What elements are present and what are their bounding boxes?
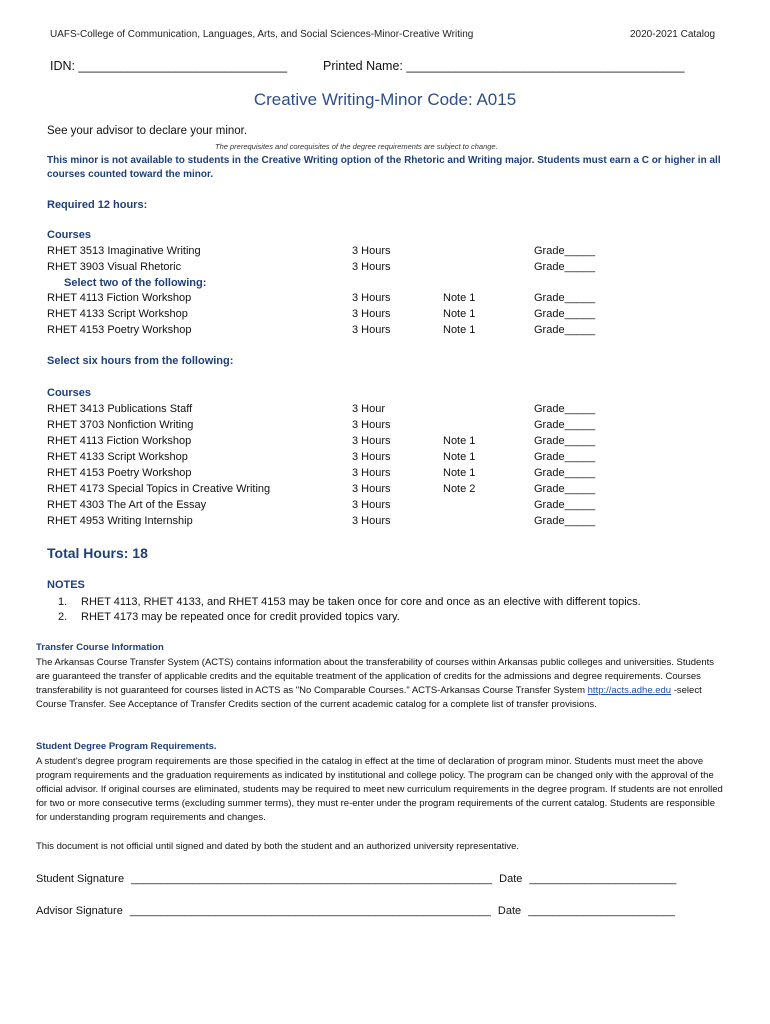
course-hours: 3 Hours xyxy=(352,292,391,304)
course-hours: 3 Hour xyxy=(352,403,386,415)
note-number: 2. xyxy=(58,611,68,623)
course-row xyxy=(0,324,770,339)
course-hours: 3 Hours xyxy=(352,515,391,527)
grade-field[interactable]: Grade_____ xyxy=(534,499,596,511)
idn-field[interactable]: IDN: ______________________________ xyxy=(50,59,288,73)
course-note: Note 1 xyxy=(443,435,476,447)
advisor-signature-row[interactable] xyxy=(36,905,679,917)
availability-note-line2: courses counted toward the minor. xyxy=(47,169,214,180)
course-hours: 3 Hours xyxy=(352,467,391,479)
page-title: Creative Writing-Minor Code: A015 xyxy=(253,90,517,109)
course-name: RHET 3903 Visual Rhetoric xyxy=(47,261,182,273)
grade-field[interactable]: Grade_____ xyxy=(534,419,596,431)
grade-field[interactable]: Grade_____ xyxy=(534,483,596,495)
course-hours: 3 Hours xyxy=(352,435,391,447)
course-note: Note 1 xyxy=(443,308,476,320)
course-hours: 3 Hours xyxy=(352,245,391,257)
course-row xyxy=(0,515,770,530)
signature-line[interactable]: ___________________________________________________________ xyxy=(131,873,493,885)
course-name: RHET 3703 Nonfiction Writing xyxy=(47,419,194,431)
course-name: RHET 4153 Poetry Workshop xyxy=(47,467,192,479)
course-note: Note 1 xyxy=(443,292,476,304)
student-signature-row[interactable] xyxy=(36,873,680,885)
note-text: RHET 4113, RHET 4133, and RHET 4153 may be taken once for core and once as an elective with different topics. xyxy=(81,596,641,608)
courses-label: Courses xyxy=(47,229,92,241)
grade-field[interactable]: Grade_____ xyxy=(534,515,596,527)
course-note: Note 1 xyxy=(443,324,476,336)
course-hours: 3 Hours xyxy=(352,261,391,273)
select-two-label: Select two of the following: xyxy=(64,277,207,289)
notes-heading: NOTES xyxy=(47,579,85,591)
course-name: RHET 4113 Fiction Workshop xyxy=(47,292,192,304)
availability-note-line1: This minor is not available to students in the Creative Writing option of the Rhetoric and Writing major. Students must earn a C or higher in all xyxy=(47,155,721,166)
transfer-heading: Transfer Course Information xyxy=(36,642,164,653)
official-note: This document is not official until signed and dated by both the student and an authorized university representative. xyxy=(36,841,520,852)
acts-link[interactable]: http://acts.adhe.edu xyxy=(587,685,672,696)
course-hours: 3 Hours xyxy=(352,419,391,431)
course-row xyxy=(0,261,770,276)
date-line[interactable]: ________________________ xyxy=(529,873,677,885)
elective-heading: Select six hours from the following: xyxy=(47,355,234,367)
grade-field[interactable]: Grade_____ xyxy=(534,245,596,257)
course-name: RHET 4303 The Art of the Essay xyxy=(47,499,207,511)
degree-req-heading: Student Degree Program Requirements. xyxy=(36,741,217,752)
course-note: Note 2 xyxy=(443,483,476,495)
grade-field[interactable]: Grade_____ xyxy=(534,292,596,304)
grade-field[interactable]: Grade_____ xyxy=(534,403,596,415)
course-row xyxy=(0,292,770,307)
course-row xyxy=(0,419,770,434)
transfer-text: The Arkansas Course Transfer System (ACTS) contains information about the transferability of courses within Arkansas public colleges and universities. Students are guaranteed the transfer of applicable credits and the equitable treatment of the application of credits for the admissions and degree requirements. Courses transferability is not guaranteed for courses listed in ACTS as "No Comparable Courses." ACTS-Arkansas Course Transfer System xyxy=(36,657,714,696)
transfer-text-continued: -select Course Transfer. See Acceptance of Transfer Credits section of the current academic catalog for a complete list of transfer provisions. xyxy=(36,685,702,710)
date-line[interactable]: ________________________ xyxy=(528,905,676,917)
course-name: RHET 4953 Writing Internship xyxy=(47,515,193,527)
course-row xyxy=(0,451,770,466)
grade-field[interactable]: Grade_____ xyxy=(534,435,596,447)
course-name: RHET 4113 Fiction Workshop xyxy=(47,435,192,447)
grade-field[interactable]: Grade_____ xyxy=(534,308,596,320)
course-row xyxy=(0,308,770,323)
date-label: Date xyxy=(499,873,523,885)
advisor-note: See your advisor to declare your minor. xyxy=(47,125,248,137)
grade-field[interactable]: Grade_____ xyxy=(534,467,596,479)
course-name: RHET 4133 Script Workshop xyxy=(47,308,188,320)
course-note: Note 1 xyxy=(443,451,476,463)
course-row xyxy=(0,435,770,450)
course-name: RHET 4133 Script Workshop xyxy=(47,451,188,463)
signature-label: Advisor Signature xyxy=(36,905,123,917)
printed-name-field[interactable]: Printed Name: ________________________________________ xyxy=(323,59,685,73)
course-name: RHET 4173 Special Topics in Creative Writing xyxy=(47,483,271,495)
transfer-paragraph xyxy=(36,656,726,712)
required-heading: Required 12 hours: xyxy=(47,199,148,211)
course-note: Note 1 xyxy=(443,467,476,479)
degree-req-paragraph: A student’s degree program requirements are those specified in the catalog in effect at the time of declaration of program minor. Students must meet the above program requirements and the graduation requirements as indicated by institutional and college policy. The program can be changed only with the approval of the official advisor. If original courses are eliminated, students may be required to meet new curriculum requirements in the degree program. If students are not enrolled for two or more consecutive terms (excluding summer terms), they must re-enter under the program requirements of the current catalog. Students are responsible for understanding program requirements and changes. xyxy=(36,756,723,823)
course-name: RHET 3513 Imaginative Writing xyxy=(47,245,201,257)
course-row xyxy=(0,499,770,514)
courses-label: Courses xyxy=(47,387,92,399)
course-row xyxy=(0,467,770,482)
course-hours: 3 Hours xyxy=(352,308,391,320)
course-row xyxy=(0,483,770,498)
date-label: Date xyxy=(497,905,522,917)
signature-line[interactable]: ___________________________________________________________ xyxy=(129,905,491,917)
catalog-header-left: UAFS-College of Communication, Languages, Arts, and Social Sciences-Minor-Creative Writing xyxy=(50,29,474,40)
course-row xyxy=(0,403,770,418)
course-hours: 3 Hours xyxy=(352,324,391,336)
course-hours: 3 Hours xyxy=(352,483,391,495)
course-hours: 3 Hours xyxy=(352,499,391,511)
note-text: RHET 4173 may be repeated once for credit provided topics vary. xyxy=(81,611,400,623)
grade-field[interactable]: Grade_____ xyxy=(534,451,596,463)
signature-label: Student Signature xyxy=(36,873,125,885)
grade-field[interactable]: Grade_____ xyxy=(534,324,596,336)
grade-field[interactable]: Grade_____ xyxy=(534,261,596,273)
total-hours: Total Hours: 18 xyxy=(47,545,148,561)
course-hours: 3 Hours xyxy=(352,451,391,463)
prereq-note: The prerequisites and corequisites of the degree requirements are subject to change. xyxy=(215,142,498,151)
catalog-year: 2020-2021 Catalog xyxy=(630,29,716,40)
course-name: RHET 4153 Poetry Workshop xyxy=(47,324,192,336)
note-number: 1. xyxy=(58,596,68,608)
course-name: RHET 3413 Publications Staff xyxy=(47,403,193,415)
course-row xyxy=(0,245,770,260)
